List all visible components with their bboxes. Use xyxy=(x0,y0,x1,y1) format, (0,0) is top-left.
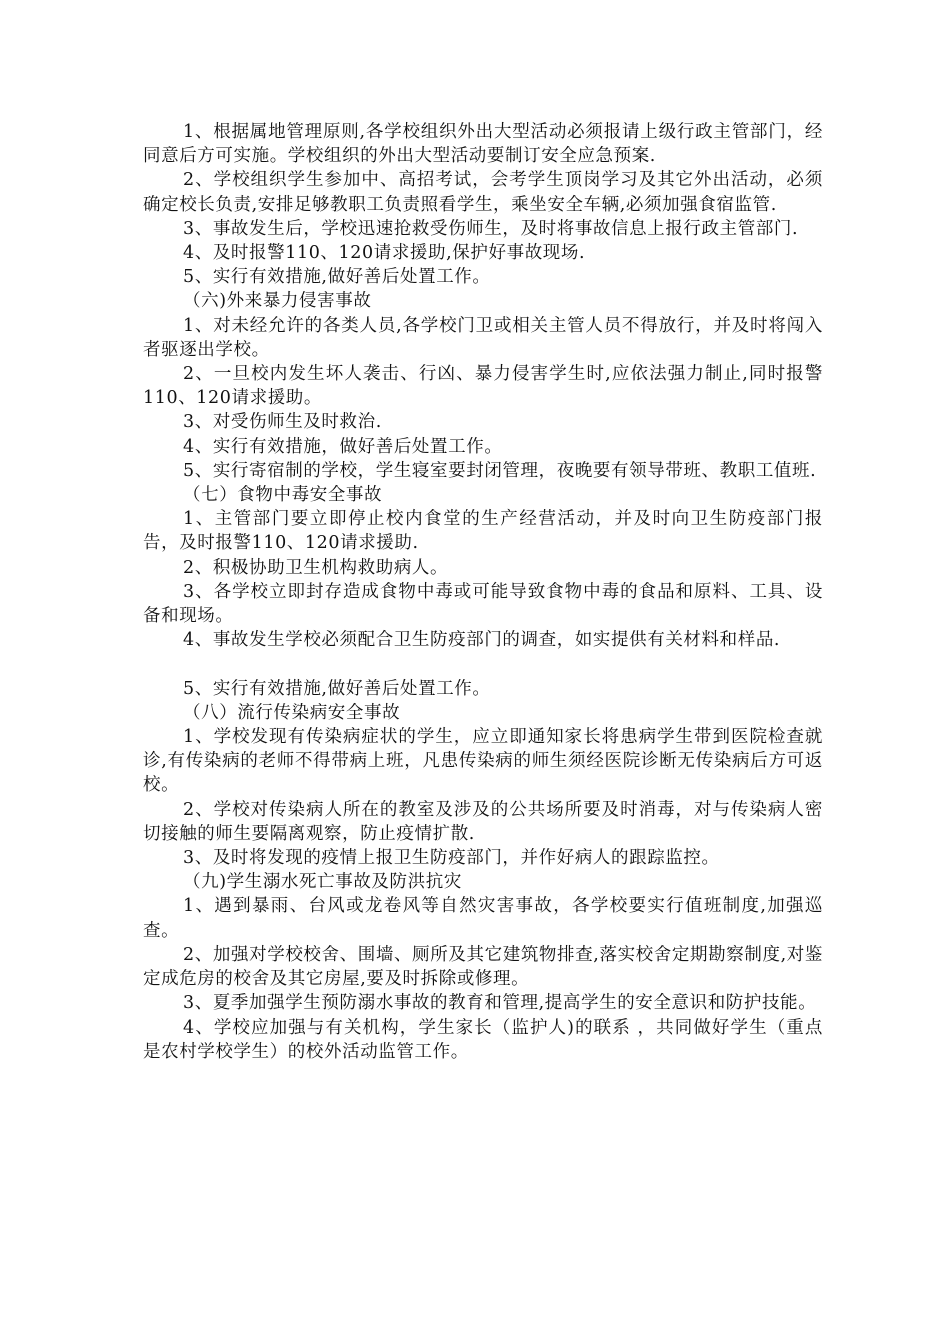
paragraph: 3、各学校立即封存造成食物中毒或可能导致食物中毒的食品和原料、工具、设备和现场。 xyxy=(143,581,823,627)
section-heading: （九)学生溺水死亡事故及防洪抗灾 xyxy=(183,872,462,893)
paragraph: 4、学校应加强与有关机构，学生家长（监护人)的联系 ，共同做好学生（重点是农村学校学生）的校外活动监管工作。 xyxy=(143,1017,823,1062)
section-heading: （七）食物中毒安全事故 xyxy=(183,485,383,506)
paragraph: 2、一旦校内发生坏人袭击、行凶、暴力侵害学生时,应依法强力制止,同时报警110、120请求援助。 xyxy=(143,364,823,409)
paragraph: 3、对受伤师生及时救治. xyxy=(183,412,382,433)
paragraph: 3、事故发生后，学校迅速抢救受伤师生，及时将事故信息上报行政主管部门. xyxy=(183,218,799,239)
document-page xyxy=(143,120,823,1064)
paragraph: 4、事故发生学校必须配合卫生防疫部门的调查，如实提供有关材料和样品. xyxy=(183,630,781,651)
paragraph: 3、夏季加强学生预防溺水事故的教育和管理,提高学生的安全意识和防护技能。 xyxy=(183,993,817,1014)
paragraph: 1、学校发现有传染病症状的学生，应立即通知家长将患病学生带到医院检查就诊,有传染病的老师不得带病上班，凡患传染病的师生须经医院诊断无传染病后方可返校。 xyxy=(143,727,823,796)
paragraph: 1、主管部门要立即停止校内食堂的生产经营活动，并及时向卫生防疫部门报告，及时报警110、120请求援助. xyxy=(143,509,823,554)
paragraph: 4、实行有效措施，做好善后处置工作。 xyxy=(183,436,503,457)
paragraph: 4、及时报警110、120请求援助,保护好事故现场. xyxy=(183,243,586,264)
section-heading: （六)外来暴力侵害事故 xyxy=(183,291,372,312)
section-heading: （八）流行传染病安全事故 xyxy=(183,702,401,723)
paragraph: 2、学校对传染病人所在的教室及涉及的公共场所要及时消毒，对与传染病人密切接触的师生要隔离观察，防止疫情扩散. xyxy=(143,799,823,844)
paragraph: 5、实行有效措施,做好善后处置工作。 xyxy=(183,267,491,288)
paragraph: 2、积极协助卫生机构救助病人。 xyxy=(183,557,449,578)
paragraph: 3、及时将发现的疫情上报卫生防疫部门，并作好病人的跟踪监控。 xyxy=(183,848,720,869)
paragraph: 1、遇到暴雨、台风或龙卷风等自然灾害事故，各学校要实行值班制度,加强巡查。 xyxy=(143,896,823,941)
paragraph: 1、对未经允许的各类人员,各学校门卫或相关主管人员不得放行，并及时将闯入者驱逐出学校。 xyxy=(143,315,823,360)
paragraph: 2、学校组织学生参加中、高招考试，会考学生顶岗学习及其它外出活动，必须确定校长负责,安排足够教职工负责照看学生，乘坐安全车辆,必须加强食宿监管. xyxy=(143,170,823,215)
paragraph: 2、加强对学校校舍、围墙、厕所及其它建筑物排查,落实校舍定期勘察制度,对鉴定成危房的校舍及其它房屋,要及时拆除或修理。 xyxy=(143,944,823,990)
paragraph: 1、根据属地管理原则,各学校组织外出大型活动必须报请上级行政主管部门，经同意后方可实施。学校组织的外出大型活动要制订安全应急预案. xyxy=(143,122,823,167)
paragraph: 5、实行寄宿制的学校，学生寝室要封闭管理，夜晚要有领导带班、教职工值班. xyxy=(183,460,817,481)
blank-line xyxy=(143,652,823,676)
paragraph: 5、实行有效措施,做好善后处置工作。 xyxy=(183,678,491,699)
